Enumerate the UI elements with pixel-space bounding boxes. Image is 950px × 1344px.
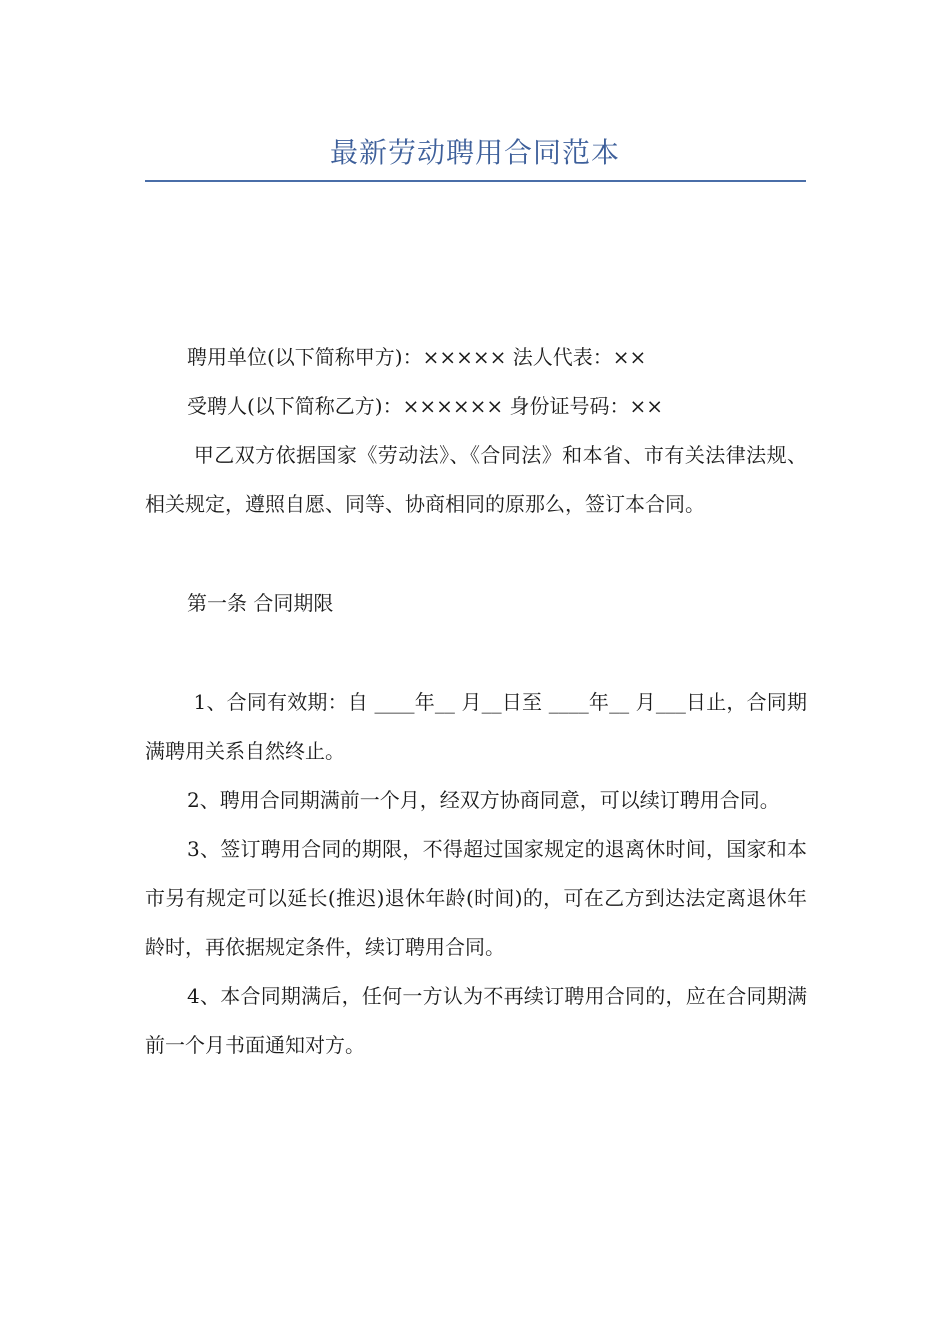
title-underline xyxy=(145,180,806,182)
spacer xyxy=(145,529,807,579)
clause-4: 4、本合同期满后，任何一方认为不再续订聘用合同的，应在合同期满前一个月书面通知对方。 xyxy=(145,984,807,1057)
page-title: 最新劳动聘用合同范本 xyxy=(329,136,620,169)
clause-2: 2、聘用合同期满前一个月，经双方协商同意，可以续订聘用合同。 xyxy=(187,788,780,812)
paragraph-employee: 受聘人(以下简称乙方)：×××××× 身份证号码：×× xyxy=(187,394,664,418)
paragraph-preamble: 甲乙双方依据国家《劳动法》、《合同法》和本省、市有关法律法规、相关规定，遵照自愿、同等、协商相同的原那么，签订本合同。 xyxy=(145,443,808,516)
spacer xyxy=(145,628,807,678)
clause-1: 1、合同有效期：自 ____年__ 月__日至 ____年__ 月___日止，合同期满聘用关系自然终止。 xyxy=(145,690,807,763)
clause-3: 3、签订聘用合同的期限，不得超过国家规定的退离休时间，国家和本市另有规定可以延长(推迟)退休年龄(时间)的，可在乙方到达法定离退休年龄时，再依据规定条件，续订聘用合同。 xyxy=(145,837,807,959)
section-heading-article-1: 第一条 合同期限 xyxy=(187,591,334,615)
document-body xyxy=(145,333,807,1070)
paragraph-employer: 聘用单位(以下简称甲方)：××××× 法人代表：×× xyxy=(187,345,647,369)
